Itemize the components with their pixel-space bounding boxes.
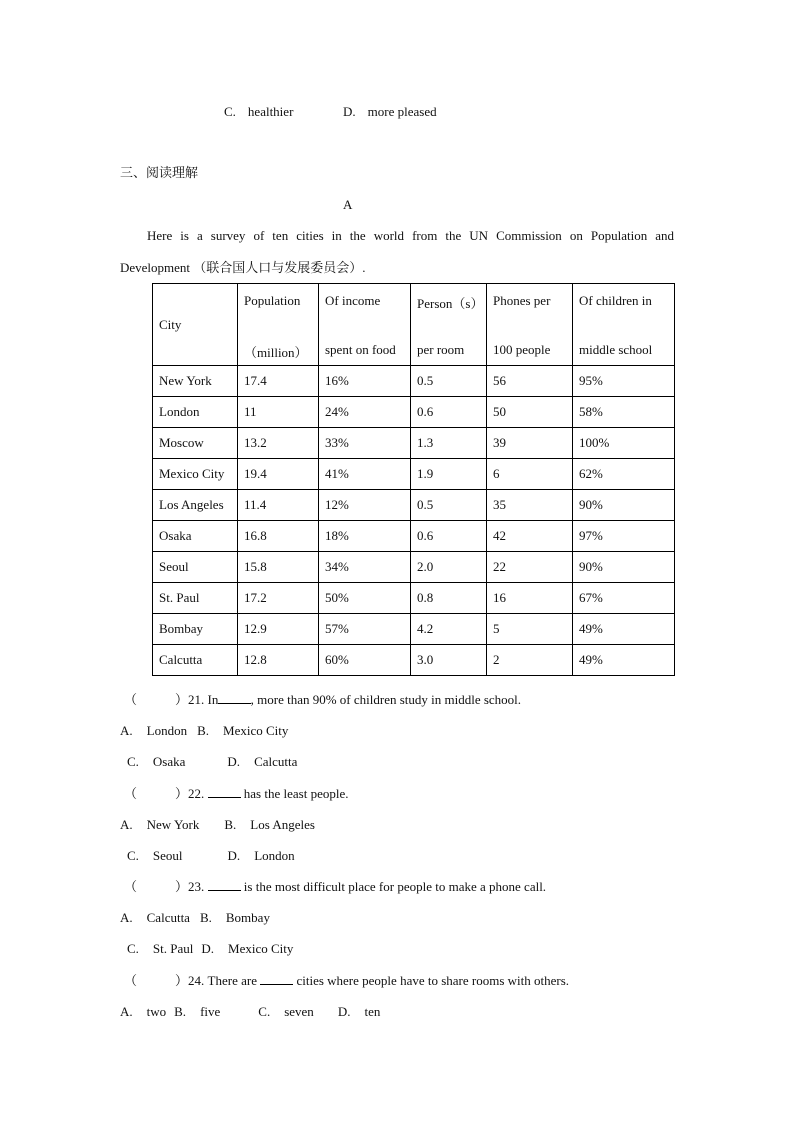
q24-option-a[interactable]: two [146, 1004, 167, 1019]
cell-population: 16.8 [238, 521, 319, 552]
question-number: 24. [188, 973, 205, 988]
cell-city: New York [153, 366, 238, 397]
cell-persons-room: 0.5 [411, 366, 487, 397]
cell-phones: 50 [487, 397, 573, 428]
cell-children-school: 95% [573, 366, 675, 397]
q22-option-b[interactable]: Los Angeles [250, 817, 315, 832]
q24-option-c[interactable]: seven [284, 1004, 314, 1019]
cell-persons-room: 0.8 [411, 583, 487, 614]
cell-phones: 6 [487, 459, 573, 490]
question-number: 22. [188, 786, 205, 801]
cell-phones: 56 [487, 366, 573, 397]
cell-phones: 22 [487, 552, 573, 583]
answer-blank-22[interactable] [137, 787, 175, 798]
cell-persons-room: 1.9 [411, 459, 487, 490]
cell-persons-room: 3.0 [411, 645, 487, 676]
question-21: （ ）21. In , more than 90% of children study in middle school. [124, 692, 522, 707]
q22-option-a[interactable]: New York [146, 817, 200, 832]
table-row [153, 583, 675, 614]
q21-option-b[interactable]: Mexico City [223, 723, 289, 738]
q21-option-c[interactable]: Osaka [152, 754, 186, 769]
table-row [153, 614, 675, 645]
cell-children-school: 67% [573, 583, 675, 614]
question-24: （ ）24. There are cities where people have to share rooms with others. [124, 973, 570, 988]
answer-blank-21[interactable] [137, 693, 175, 704]
cell-population: 12.9 [238, 614, 319, 645]
fill-blank[interactable] [208, 879, 241, 891]
table-row [153, 397, 675, 428]
intro-line-1: Here is a survey of ten cities in the world from the UN Commission on Population and [147, 228, 674, 243]
cell-children-school: 62% [573, 459, 675, 490]
table-row [153, 552, 675, 583]
cell-children-school: 100% [573, 428, 675, 459]
cell-children-school: 97% [573, 521, 675, 552]
header-income-food: Of income spent on food [319, 284, 411, 366]
table-header-row [153, 284, 675, 366]
fill-blank[interactable] [208, 786, 241, 798]
header-city: City [153, 284, 238, 366]
cell-persons-room: 1.3 [411, 428, 487, 459]
cell-phones: 5 [487, 614, 573, 645]
q22-options-cd: C. Seoul D. London [127, 848, 295, 863]
question-23: （ ）23. is the most difficult place for people to make a phone call. [124, 879, 547, 894]
header-children-school: Of children in middle school [573, 284, 675, 366]
cell-persons-room: 4.2 [411, 614, 487, 645]
cell-persons-room: 0.6 [411, 521, 487, 552]
question-number: 23. [188, 879, 205, 894]
cell-city: St. Paul [153, 583, 238, 614]
survey-table [152, 283, 675, 676]
cell-population: 17.2 [238, 583, 319, 614]
cell-children-school: 90% [573, 490, 675, 521]
table-row [153, 459, 675, 490]
section-title: 三、阅读理解 [120, 166, 199, 181]
q21-option-a[interactable]: London [146, 723, 188, 738]
survey-table-body [153, 284, 675, 676]
header-population: Population （million） [238, 284, 319, 366]
question-number: 21. [188, 692, 205, 707]
answer-blank-23[interactable] [137, 880, 175, 891]
cell-persons-room: 0.5 [411, 490, 487, 521]
q22-option-d[interactable]: London [254, 848, 295, 863]
cell-persons-room: 2.0 [411, 552, 487, 583]
cell-income-food: 57% [319, 614, 411, 645]
cell-income-food: 16% [319, 366, 411, 397]
passage-letter: A [343, 197, 353, 212]
cell-city: Los Angeles [153, 490, 238, 521]
q24-option-d[interactable]: ten [364, 1004, 381, 1019]
header-phones: Phones per 100 people [487, 284, 573, 366]
q22-options-ab: A. New York B. Los Angeles [120, 817, 315, 832]
cell-income-food: 12% [319, 490, 411, 521]
table-row [153, 521, 675, 552]
q23-options-ab: A. Calcutta B. Bombay [120, 910, 270, 925]
cell-income-food: 50% [319, 583, 411, 614]
cell-income-food: 18% [319, 521, 411, 552]
q23-option-c[interactable]: St. Paul [152, 941, 194, 956]
cell-phones: 16 [487, 583, 573, 614]
cell-phones: 35 [487, 490, 573, 521]
q24-options: A. two B. five C. seven D. ten [120, 1004, 381, 1019]
option-letter: D. [343, 104, 356, 119]
fill-blank[interactable] [218, 692, 251, 704]
cell-city: Seoul [153, 552, 238, 583]
q22-option-c[interactable]: Seoul [152, 848, 183, 863]
cell-city: London [153, 397, 238, 428]
cell-population: 11.4 [238, 490, 319, 521]
fill-blank[interactable] [260, 973, 293, 985]
cell-city: Mexico City [153, 459, 238, 490]
q23-option-a[interactable]: Calcutta [146, 910, 190, 925]
cell-population: 15.8 [238, 552, 319, 583]
q21-options-cd: C. Osaka D. Calcutta [127, 754, 298, 769]
cell-city: Osaka [153, 521, 238, 552]
cell-children-school: 58% [573, 397, 675, 428]
cell-population: 11 [238, 397, 319, 428]
cell-phones: 42 [487, 521, 573, 552]
table-row [153, 428, 675, 459]
q23-options-cd: C. St. Paul D. Mexico City [127, 941, 294, 956]
cell-income-food: 34% [319, 552, 411, 583]
option-text: healthier [247, 104, 294, 119]
cell-income-food: 24% [319, 397, 411, 428]
cell-income-food: 33% [319, 428, 411, 459]
cell-population: 12.8 [238, 645, 319, 676]
cell-population: 13.2 [238, 428, 319, 459]
cell-persons-room: 0.6 [411, 397, 487, 428]
cell-phones: 2 [487, 645, 573, 676]
q24-option-b[interactable]: five [200, 1004, 221, 1019]
cell-income-food: 41% [319, 459, 411, 490]
cell-population: 19.4 [238, 459, 319, 490]
q23-option-d[interactable]: Mexico City [228, 941, 294, 956]
cell-population: 17.4 [238, 366, 319, 397]
question-22: （ ）22. has the least people. [124, 786, 349, 801]
cell-city: Calcutta [153, 645, 238, 676]
cell-children-school: 49% [573, 614, 675, 645]
intro-line-2: Development （联合国人口与发展委员会）. [120, 260, 366, 275]
cell-phones: 39 [487, 428, 573, 459]
prev-option-c [224, 104, 293, 120]
option-text: more pleased [367, 104, 437, 119]
table-row [153, 366, 675, 397]
q23-option-b[interactable]: Bombay [225, 910, 270, 925]
option-letter: C. [224, 104, 236, 119]
prev-option-d [343, 104, 437, 120]
table-row [153, 490, 675, 521]
q21-options-ab: A. London B. Mexico City [120, 723, 289, 738]
cell-children-school: 49% [573, 645, 675, 676]
cell-children-school: 90% [573, 552, 675, 583]
cell-city: Bombay [153, 614, 238, 645]
table-row [153, 645, 675, 676]
cell-income-food: 60% [319, 645, 411, 676]
answer-blank-24[interactable] [137, 974, 175, 985]
q21-option-d[interactable]: Calcutta [254, 754, 298, 769]
header-persons-room: Person（s） per room [411, 284, 487, 366]
cell-city: Moscow [153, 428, 238, 459]
